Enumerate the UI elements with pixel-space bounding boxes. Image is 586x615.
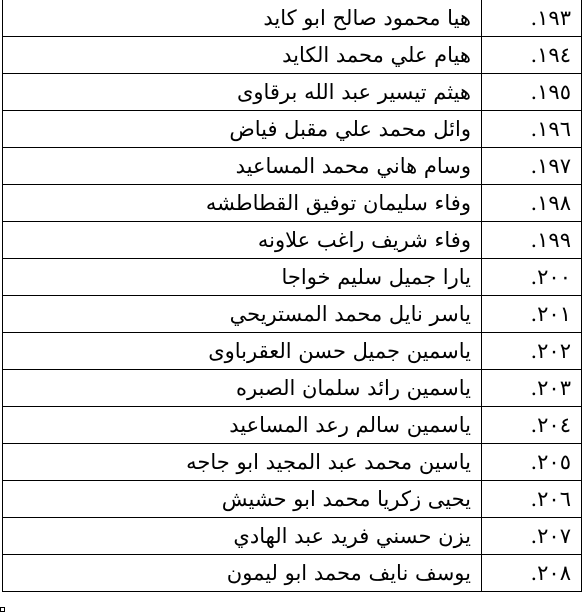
table-row: [3, 37, 582, 74]
row-number: ٢٠٥.: [482, 444, 582, 481]
person-name: وسام هاني محمد المساعيد: [3, 148, 482, 185]
table-row: [3, 444, 582, 481]
table-row: [3, 259, 582, 296]
person-name: يزن حسني فريد عبد الهادي: [3, 518, 482, 555]
table-row: [3, 333, 582, 370]
table-row: [3, 407, 582, 444]
table-row: [3, 185, 582, 222]
person-name: ياسين محمد عبد المجيد ابو جاجه: [3, 444, 482, 481]
table-row: [3, 370, 582, 407]
row-number: ٢٠٣.: [482, 370, 582, 407]
row-number: ٢٠٠.: [482, 259, 582, 296]
table-row: [3, 74, 582, 111]
table-row: [3, 518, 582, 555]
table-row: [3, 222, 582, 259]
row-number: ٢٠٢.: [482, 333, 582, 370]
person-name: وائل محمد علي مقبل فياض: [3, 111, 482, 148]
row-number: ٢٠٤.: [482, 407, 582, 444]
row-number: ١٩٥.: [482, 74, 582, 111]
row-number: ٢٠٦.: [482, 481, 582, 518]
table-row: [3, 296, 582, 333]
names-table: [2, 0, 582, 592]
row-number: ١٩٨.: [482, 185, 582, 222]
person-name: وفاء سليمان توفيق القطاطشه: [3, 185, 482, 222]
table-row: [3, 111, 582, 148]
row-number: ١٩٣.: [482, 0, 582, 37]
names-table-body: [3, 0, 582, 592]
person-name: يارا جميل سليم خواجا: [3, 259, 482, 296]
row-number: ٢٠٨.: [482, 555, 582, 592]
row-number: ١٩٧.: [482, 148, 582, 185]
person-name: هيثم تيسير عبد الله برقاوى: [3, 74, 482, 111]
person-name: يوسف نايف محمد ابو ليمون: [3, 555, 482, 592]
person-name: وفاء شريف راغب علاونه: [3, 222, 482, 259]
person-name: هيام علي محمد الكايد: [3, 37, 482, 74]
person-name: ياسر نايل محمد المستريحي: [3, 296, 482, 333]
row-number: ١٩٩.: [482, 222, 582, 259]
row-number: ٢٠٧.: [482, 518, 582, 555]
person-name: هيا محمود صالح ابو كايد: [3, 0, 482, 37]
table-row: [3, 555, 582, 592]
table-row: [3, 148, 582, 185]
table-row: [3, 0, 582, 37]
person-name: ياسمين سالم رعد المساعيد: [3, 407, 482, 444]
row-number: ١٩٤.: [482, 37, 582, 74]
table-row: [3, 481, 582, 518]
person-name: ياسمين جميل حسن العقرباوى: [3, 333, 482, 370]
person-name: يحيى زكريا محمد ابو حشيش: [3, 481, 482, 518]
row-number: ١٩٦.: [482, 111, 582, 148]
row-number: ٢٠١.: [482, 296, 582, 333]
person-name: ياسمين رائد سلمان الصبره: [3, 370, 482, 407]
corner-mark: [0, 607, 5, 612]
